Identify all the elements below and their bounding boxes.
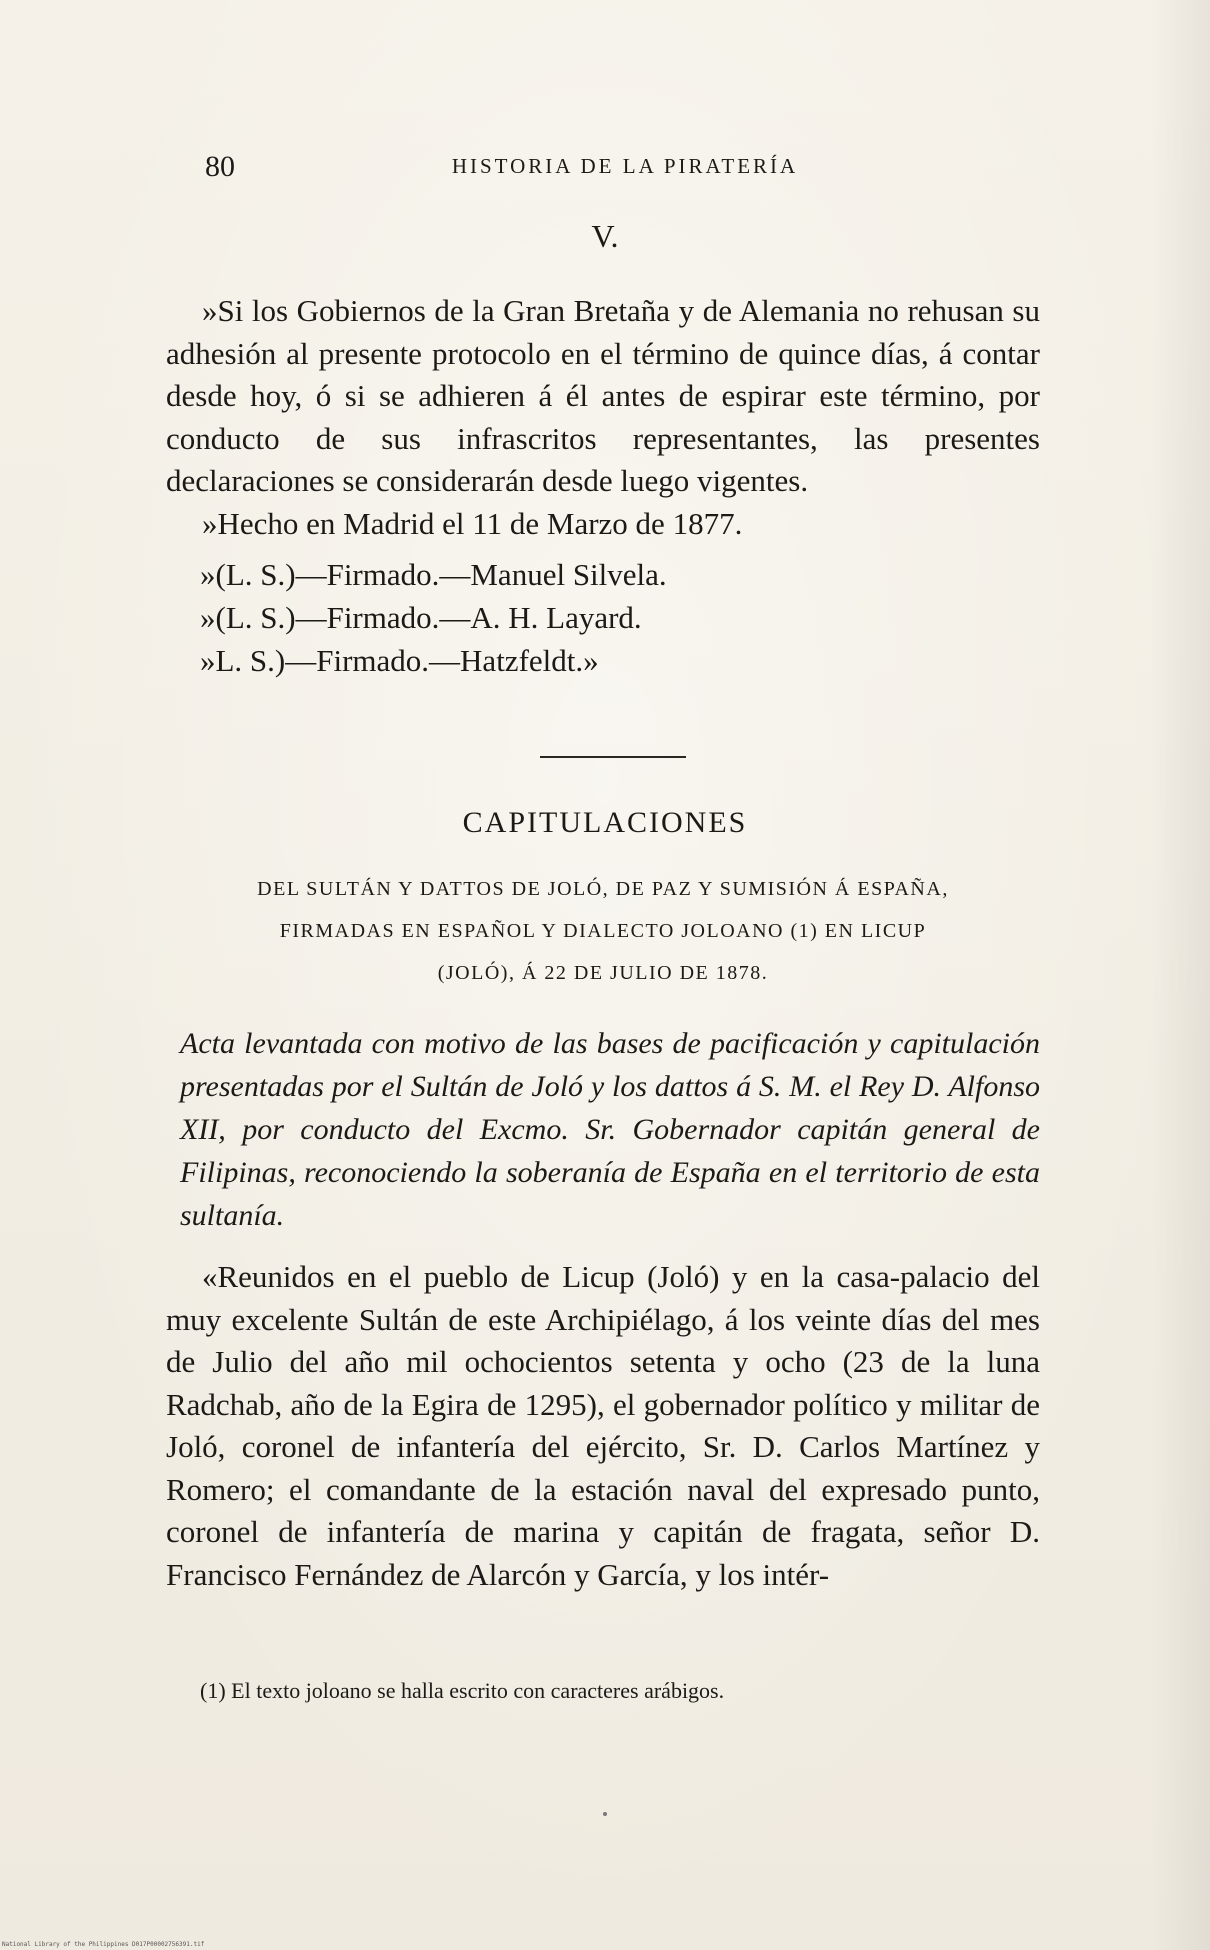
running-head: HISTORIA DE LA PIRATERÍA xyxy=(451,154,799,178)
signature-line: »(L. S.)—Firmado.—A. H. Layard. xyxy=(200,600,642,635)
signature-list xyxy=(200,553,1000,682)
page-number: 80 xyxy=(205,150,235,183)
section-divider xyxy=(540,756,686,758)
capitulaciones-subtitle xyxy=(166,868,1040,994)
signature-line: »L. S.)—Firmado.—Hatzfeldt.» xyxy=(200,643,599,678)
footnote: (1) El texto joloano se halla escrito con caracteres arábigos. xyxy=(200,1678,725,1703)
protocol-paragraph: »Si los Gobiernos de la Gran Bretaña y de Alemania no rehusan su adhesión al presente protocolo en el término de quince días, á contar desde hoy, ó si se adhieren á él antes de espirar este término, por conducto de sus infrascritos representantes, las presentes declaraciones se considerarán desde luego vigentes. xyxy=(166,293,1040,498)
subtitle-line: DEL SULTÁN Y DATTOS DE JOLÓ, DE PAZ Y SUMISIÓN Á ESPAÑA, xyxy=(257,878,949,900)
section-number: V. xyxy=(591,218,619,254)
signature-line: »(L. S.)—Firmado.—Manuel Silvela. xyxy=(200,557,667,592)
page-edge-shadow xyxy=(1150,0,1210,1950)
acta-text: Acta levantada con motivo de las bases de pacificación y capitulación presentadas por el Sultán de Joló y los dattos á S. M. el Rey D. Alfonso XII, por conducto del Excmo. Sr. Gobernador capitán general de Filipinas, reconociendo la soberanía de España en el territorio de esta sultanía. xyxy=(180,1027,1040,1232)
body-paragraph: «Reunidos en el pueblo de Licup (Joló) y en la casa-palacio del muy excelente Sultán de este Archipiélago, á los veinte días del mes de Julio del año mil ochocientos setenta y ocho (23 de la luna Radchab, año de la Egira de 1295), el gobernador político y militar de Joló, coronel de infantería del ejército, Sr. D. Carlos Martínez y Romero; el comandante de la estación naval del expresado punto, coronel de infantería de marina y capitán de fragata, señor D. Francisco Fernández de Alarcón y García, y los intér- xyxy=(166,1259,1040,1592)
scan-footer: National Library of the Philippines D017P00002756391.tif xyxy=(2,1941,205,1948)
capitulaciones-title: CAPITULACIONES xyxy=(462,806,748,839)
acta-summary xyxy=(180,1022,1040,1237)
subtitle-line: FIRMADAS EN ESPAÑOL Y DIALECTO JOLOANO (1) EN LICUP xyxy=(279,920,927,942)
scan-speck xyxy=(603,1812,607,1816)
capitulaciones-body xyxy=(166,1256,1040,1596)
protocol-text xyxy=(166,290,1040,545)
subtitle-line: (JOLÓ), Á 22 DE JULIO DE 1878. xyxy=(437,962,769,984)
protocol-place-date: »Hecho en Madrid el 11 de Marzo de 1877. xyxy=(202,505,743,541)
page-header xyxy=(205,150,1045,190)
